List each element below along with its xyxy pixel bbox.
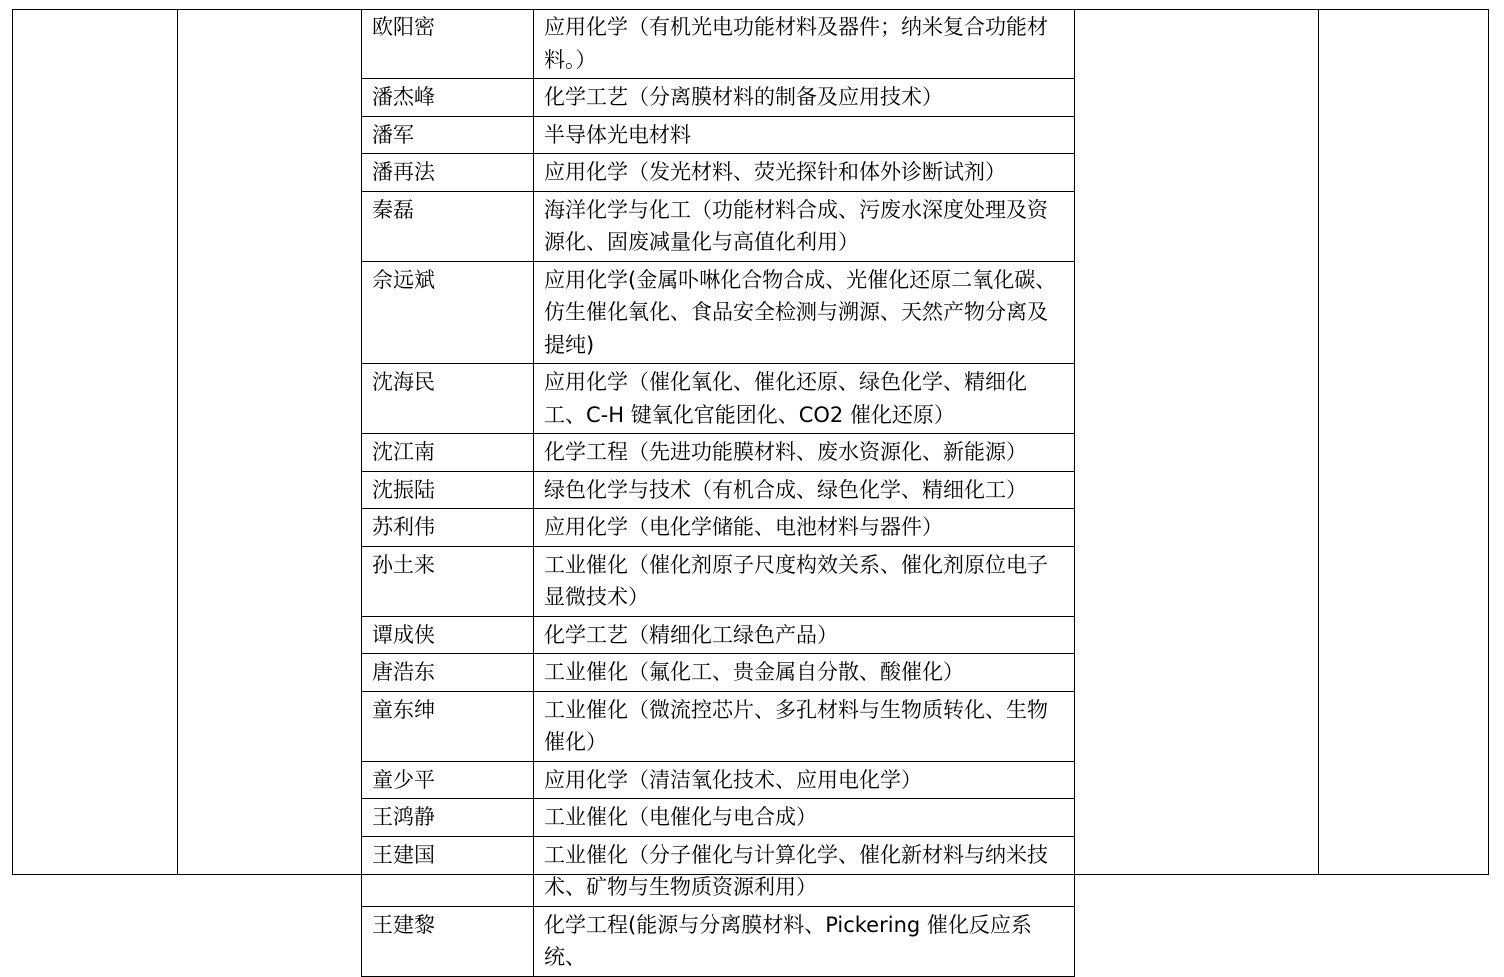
research-field: 应用化学(金属卟啉化合物合成、光催化还原二氧化碳、仿生催化氧化、食品安全检测与溯源、天然产物分离及提纯)	[534, 261, 1075, 364]
research-field: 化学工程(能源与分离膜材料、Pickering 催化反应系统、	[534, 906, 1075, 976]
supervisor-name: 潘军	[362, 116, 534, 154]
supervisor-name: 孙土来	[362, 546, 534, 616]
research-field: 工业催化（催化剂原子尺度构效关系、催化剂原位电子显微技术）	[534, 546, 1075, 616]
research-field: 工业催化（分子催化与计算化学、催化新材料与纳米技术、矿物与生物质资源利用）	[534, 836, 1075, 906]
research-field: 应用化学（有机光电功能材料及器件；纳米复合功能材料。）	[534, 9, 1075, 79]
table-row	[362, 79, 1075, 117]
table-row	[362, 836, 1075, 906]
research-field: 应用化学（催化氧化、催化还原、绿色化学、精细化工、C-H 键氧化官能团化、CO2 催化还原）	[534, 364, 1075, 434]
table-row	[362, 116, 1075, 154]
table-row	[362, 471, 1075, 509]
table-row	[362, 434, 1075, 472]
supervisor-name: 潘杰峰	[362, 79, 534, 117]
supervisor-name: 王建国	[362, 836, 534, 906]
table-row	[362, 761, 1075, 799]
research-field: 化学工程（先进功能膜材料、废水资源化、新能源）	[534, 434, 1075, 472]
table-row	[362, 9, 1075, 79]
table-row	[362, 906, 1075, 976]
column-divider	[1318, 9, 1319, 875]
supervisor-name: 潘再法	[362, 154, 534, 192]
table-row	[362, 364, 1075, 434]
research-field: 工业催化（微流控芯片、多孔材料与生物质转化、生物催化）	[534, 691, 1075, 761]
research-field: 半导体光电材料	[534, 116, 1075, 154]
research-field: 应用化学（清洁氧化技术、应用电化学）	[534, 761, 1075, 799]
column-divider	[177, 9, 178, 875]
research-field: 工业催化（电催化与电合成）	[534, 799, 1075, 837]
research-field: 海洋化学与化工（功能材料合成、污废水深度处理及资源化、固废减量化与高值化利用）	[534, 191, 1075, 261]
supervisor-name: 王建黎	[362, 906, 534, 976]
research-field: 绿色化学与技术（有机合成、绿色化学、精细化工）	[534, 471, 1075, 509]
supervisor-name: 苏利伟	[362, 509, 534, 547]
research-field: 化学工艺（分离膜材料的制备及应用技术）	[534, 79, 1075, 117]
supervisor-name: 佘远斌	[362, 261, 534, 364]
research-field: 工业催化（氟化工、贵金属自分散、酸催化）	[534, 654, 1075, 692]
table-row	[362, 191, 1075, 261]
supervisor-name: 欧阳密	[362, 9, 534, 79]
supervisor-name: 唐浩东	[362, 654, 534, 692]
table-row	[362, 799, 1075, 837]
supervisor-name: 沈江南	[362, 434, 534, 472]
supervisor-name: 童东绅	[362, 691, 534, 761]
table-row	[362, 616, 1075, 654]
supervisor-name: 沈振陆	[362, 471, 534, 509]
research-field: 应用化学（发光材料、荧光探针和体外诊断试剂）	[534, 154, 1075, 192]
table-row	[362, 691, 1075, 761]
supervisor-table	[361, 9, 1075, 977]
table-row	[362, 261, 1075, 364]
supervisor-name: 沈海民	[362, 364, 534, 434]
supervisor-name: 王鸿静	[362, 799, 534, 837]
supervisor-name: 童少平	[362, 761, 534, 799]
table-row	[362, 546, 1075, 616]
supervisor-name: 秦磊	[362, 191, 534, 261]
table-row	[362, 654, 1075, 692]
table-row	[362, 154, 1075, 192]
table-row	[362, 509, 1075, 547]
supervisor-name: 谭成侠	[362, 616, 534, 654]
research-field: 应用化学（电化学储能、电池材料与器件）	[534, 509, 1075, 547]
research-field: 化学工艺（精细化工绿色产品）	[534, 616, 1075, 654]
